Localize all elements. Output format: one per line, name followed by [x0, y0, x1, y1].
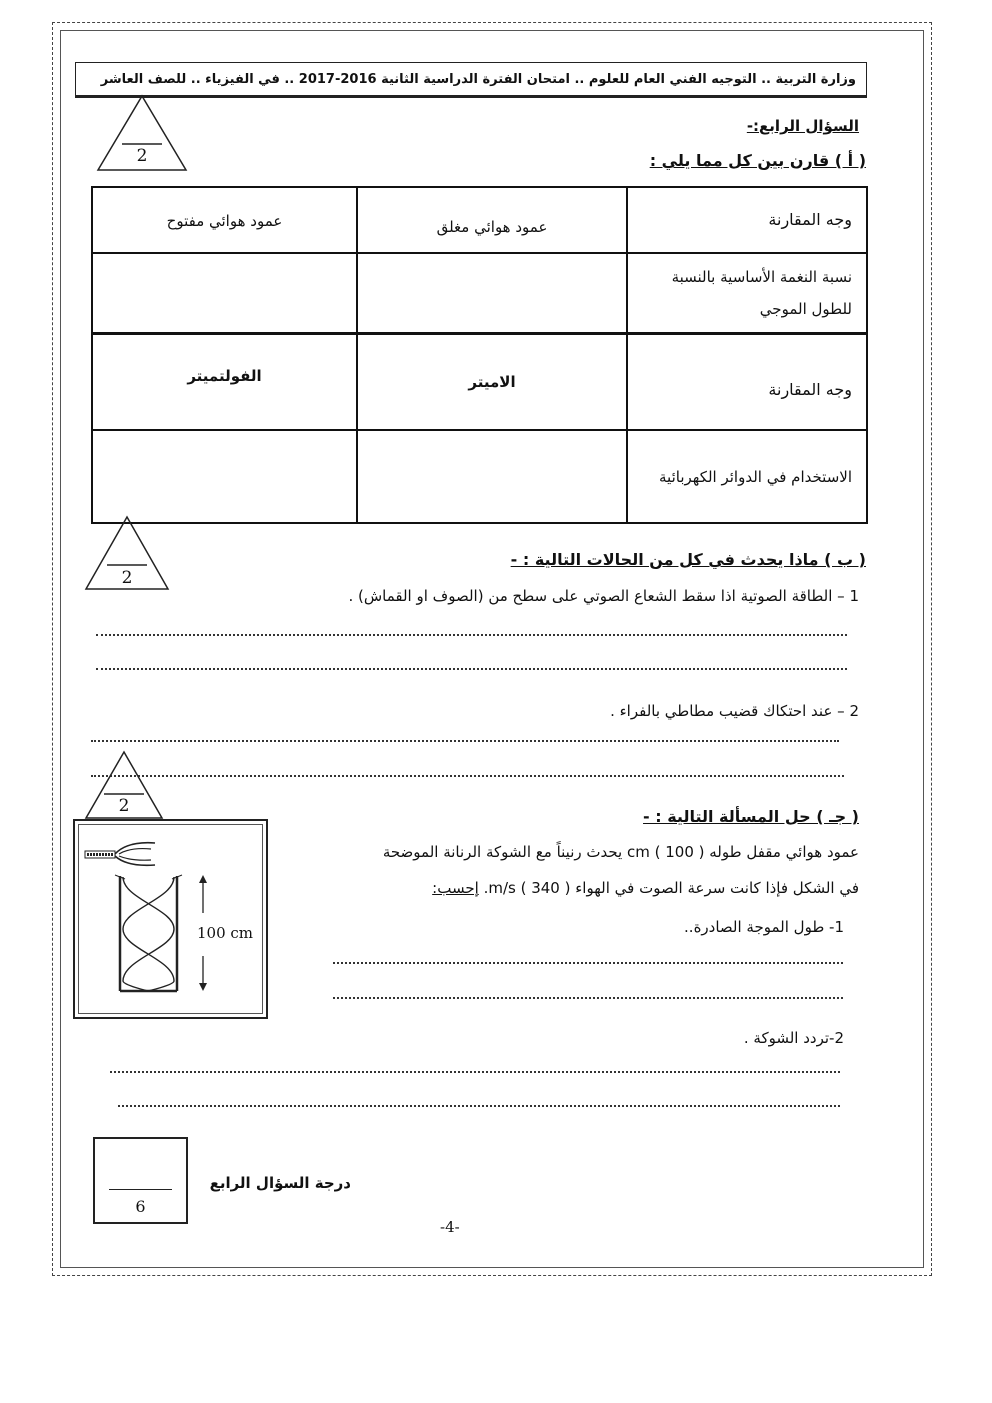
table-cell: وجه المقارنة: [627, 187, 867, 253]
score-b: 2: [121, 568, 133, 588]
table-row: [92, 253, 867, 333]
comparison-table: [91, 186, 868, 524]
table-cell: وجه المقارنة: [627, 334, 867, 431]
answer-cell[interactable]: [92, 253, 357, 333]
table-cell: الاستخدام في الدوائر الكهربائية: [627, 430, 867, 523]
table-row: [92, 187, 867, 253]
answer-line[interactable]: [96, 634, 847, 636]
total-score: 6: [135, 1197, 146, 1216]
answer-cell[interactable]: [92, 430, 357, 523]
answer-line[interactable]: [333, 962, 843, 964]
part-c-line-2-text: في الشكل فإذا كانت سرعة الصوت في الهواء m/s ( 340 ).: [483, 879, 859, 897]
total-score-label: درجة السؤال الرابع: [209, 1174, 351, 1192]
answer-line[interactable]: [110, 1071, 840, 1073]
air-column-diagram: [75, 821, 266, 1017]
table-cell: الاميتر: [357, 334, 627, 431]
part-b-item-1: 1 – الطاقة الصوتية اذا سقط الشعاع الصوتي على سطح من (الصوف او القماش) .: [348, 587, 859, 605]
length-label: 100 cm: [197, 924, 254, 942]
part-b-item-2: 2 – عند احتكاك قضيب مطاطي بالفراء .: [610, 702, 859, 720]
answer-line[interactable]: [333, 997, 843, 999]
answer-cell[interactable]: [357, 253, 627, 333]
part-c-line-1: عمود هوائي مقفل طوله cm ( 100 ) يحدث رنيناً مع الشوكة الرنانة الموضحة: [382, 843, 859, 861]
score-triangle-a: [96, 94, 188, 172]
score-triangle-c: [84, 750, 164, 820]
table-cell: الفولتميتر: [92, 334, 357, 431]
score-c: 2: [118, 796, 130, 816]
part-c-item-1: 1- طول الموجة الصادرة..: [684, 918, 844, 936]
score-line: [109, 1189, 172, 1190]
table-cell: عمود هوائي مفتوح: [92, 187, 357, 253]
part-a-title: ( أ ) قارن بين كل مما يلي :: [649, 151, 866, 170]
part-b-title: ( ب ) ماذا يحدث في كل من الحالات التالية : -: [510, 550, 866, 569]
exam-header: وزارة التربية .. التوجيه الفني العام للعلوم .. امتحان الفترة الدراسية الثانية 2016-2017 .. في الفيزياء .. للصف العاشر: [75, 62, 867, 98]
calculate-label: إحسب:: [432, 879, 479, 897]
table-row: [92, 334, 867, 431]
answer-line[interactable]: [118, 1105, 840, 1107]
table-cell: نسبة النغمة الأساسية بالنسبة للطول الموجي: [627, 253, 867, 333]
answer-line[interactable]: [91, 740, 839, 742]
answer-line[interactable]: [91, 775, 844, 777]
air-column-figure: [73, 819, 268, 1019]
question-title: السؤال الرابع:-: [746, 117, 859, 135]
part-c-title: ( جـ ) حل المسألة التالية : -: [643, 807, 859, 826]
total-score-box: [93, 1137, 188, 1224]
score-triangle-b: [84, 515, 170, 591]
part-c-item-2: 2-تردد الشوكة .: [743, 1029, 844, 1047]
part-c-line-2: [432, 879, 859, 897]
table-cell: عمود هوائي مغلق: [357, 187, 627, 253]
answer-line[interactable]: [96, 668, 847, 670]
answer-cell[interactable]: [357, 430, 627, 523]
score-a: 2: [136, 146, 148, 166]
table-row: [92, 430, 867, 523]
page-number: -4-: [440, 1218, 460, 1236]
